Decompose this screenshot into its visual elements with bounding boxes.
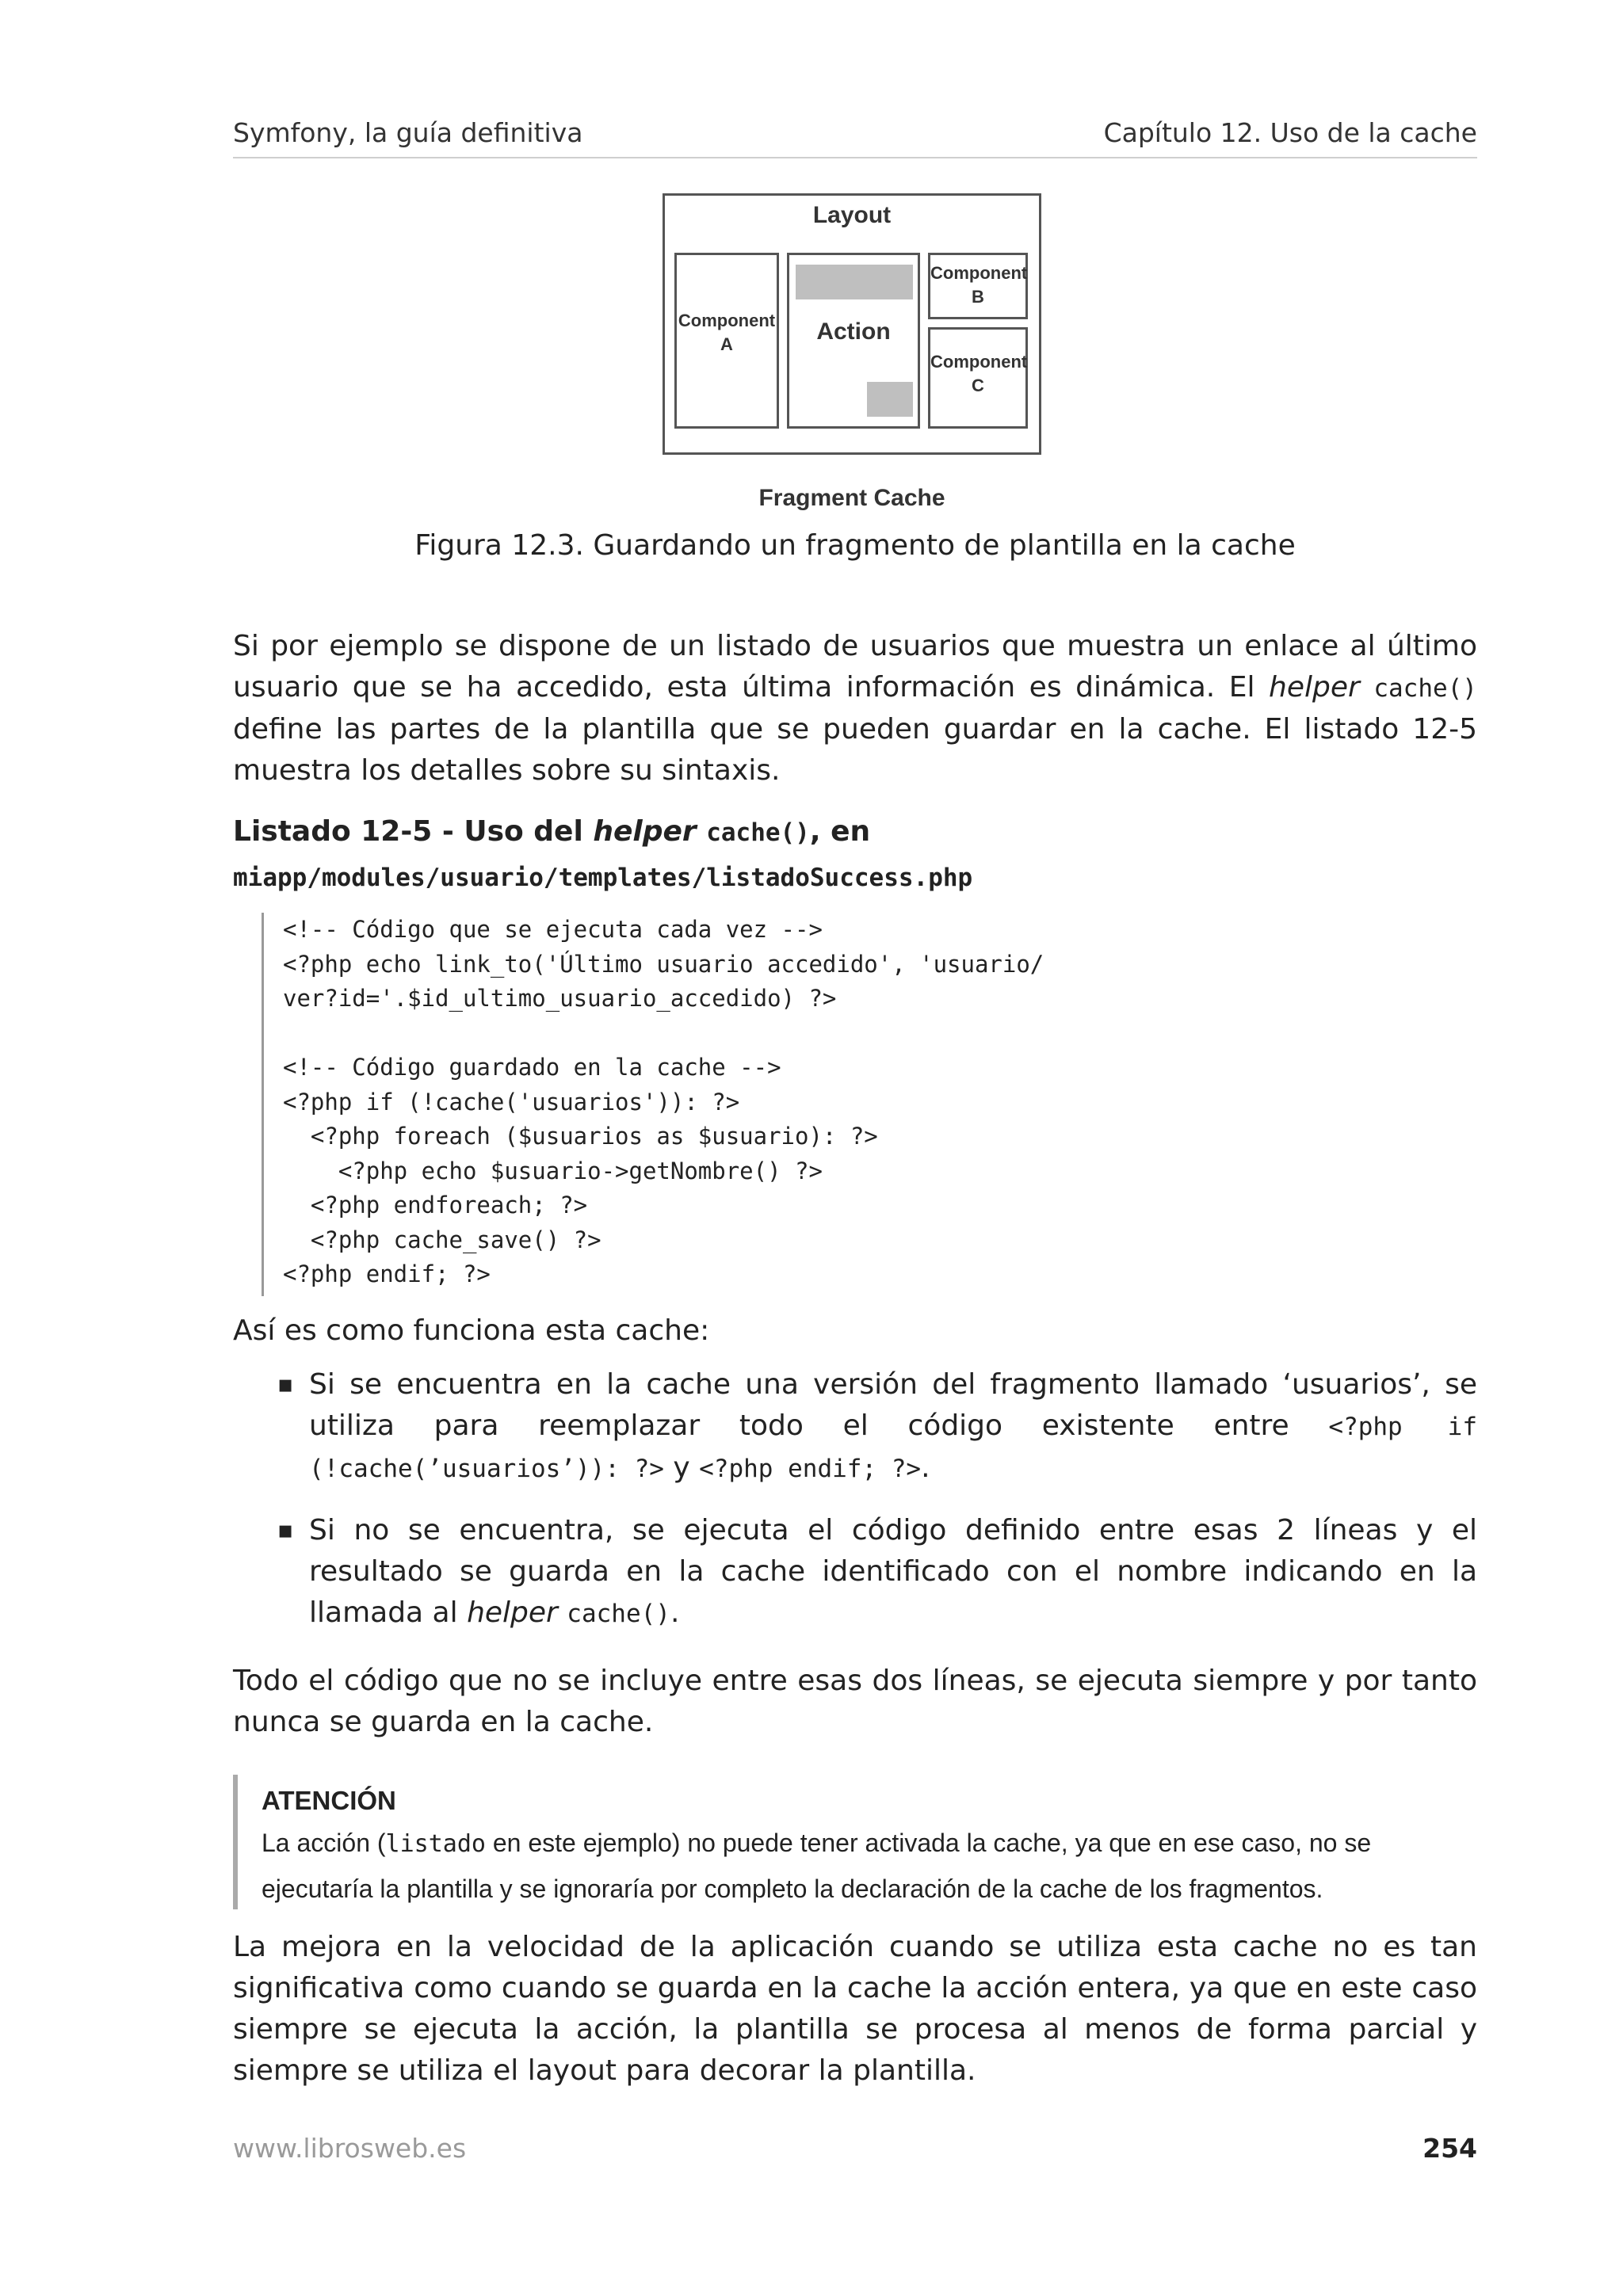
- action-box: [787, 253, 920, 429]
- component-c-box: [928, 327, 1028, 429]
- code-line: <?php if (!cache('usuarios')): ?>: [283, 1088, 740, 1116]
- cached-fragment-top: [796, 265, 913, 299]
- action-label: Action: [816, 318, 891, 345]
- code-line: [283, 1016, 1477, 1051]
- footer-site: www.librosweb.es: [233, 2133, 467, 2164]
- fragment-cache-label: Fragment Cache: [758, 485, 945, 511]
- book-title: Symfony, la guía definitiva: [233, 117, 583, 148]
- listing-mid: , en: [809, 815, 871, 848]
- code-line: <?php foreach ($usuarios as $usuario): ?>: [283, 1123, 878, 1150]
- component-c-letter: C: [972, 376, 984, 395]
- note-title: ATENCIÓN: [262, 1786, 396, 1815]
- intro-text-2: define las partes de la plantilla que se pueden guardar en la cache. El listado 12-5 muestra los detalles sobre su sintaxis.: [233, 713, 1477, 787]
- intro-helper: helper: [1269, 671, 1360, 704]
- how-it-works-heading: Así es como funciona esta cache:: [233, 1314, 710, 1347]
- component-b-letter: B: [972, 287, 984, 307]
- code-line: <!-- Código que se ejecuta cada vez -->: [283, 916, 823, 943]
- note-text-1: La acción (: [262, 1829, 386, 1857]
- chapter-title: Capítulo 12. Uso de la cache: [1103, 117, 1477, 148]
- bullet-list: [277, 1364, 1477, 1655]
- cached-fragment-bottom: [867, 382, 913, 417]
- bullet-2-code: cache(): [567, 1600, 670, 1628]
- component-a-box: [674, 253, 779, 429]
- intro-paragraph: [233, 626, 1477, 791]
- bullet-1-text-1: Si se encuentra en la cache una versión del fragmento llamado ‘usuarios’, se utiliza para reemplazar todo el código existente entre: [309, 1368, 1477, 1442]
- list-item: [277, 1364, 1477, 1489]
- layout-label: Layout: [812, 202, 892, 228]
- code-line: <?php cache_save() ?>: [283, 1226, 601, 1253]
- page-header: [233, 117, 1477, 158]
- bullet-2-text-1: Si no se encuentra, se ejecuta el código definido entre esas 2 líneas y el resultado se guarda en la cache identificado con el nombre indicando en la llamada al: [309, 1514, 1477, 1629]
- attention-note: [233, 1775, 1477, 1909]
- code-line: <?php echo link_to('Último usuario accedido', 'usuario/: [283, 950, 1044, 978]
- code-block: [262, 913, 1477, 1296]
- code-line: <?php echo $usuario->getNombre() ?>: [283, 1157, 823, 1184]
- bullet-1-text-3: .: [921, 1451, 930, 1484]
- list-item: [277, 1510, 1477, 1634]
- bullet-icon: ▪: [277, 1371, 294, 1398]
- bullet-2-helper: helper: [467, 1596, 558, 1629]
- paragraph-3: La mejora en la velocidad de la aplicación cuando se utiliza esta cache no es tan significativa como cuando se guarda en la cache la acción entera, ya que en este caso siempre se ejecuta la acción, la plantilla se procesa al menos de forma parcial y siempre se utiliza el layout para decorar la plantilla.: [233, 1931, 1477, 2087]
- listing-prefix: Listado 12-5 - Uso del: [233, 815, 594, 848]
- bullet-1-text-2: y: [663, 1451, 700, 1484]
- paragraph-2: Todo el código que no se incluye entre esas dos líneas, se ejecuta siempre y por tanto nunca se guarda en la cache.: [233, 1665, 1477, 1738]
- component-a-letter: A: [720, 334, 733, 354]
- bullet-2-text-2: .: [670, 1596, 680, 1629]
- code-line: ver?id='.$id_ultimo_usuario_accedido) ?>: [283, 985, 837, 1012]
- component-a-label: Component: [678, 311, 776, 330]
- component-b-box: [928, 253, 1028, 319]
- code-line: <?php endif; ?>: [283, 1261, 491, 1287]
- component-b-label: Component: [930, 263, 1028, 283]
- code-line: <?php endforeach; ?>: [283, 1192, 588, 1219]
- note-body: [262, 1821, 1477, 1911]
- page-number: 254: [1423, 2133, 1477, 2164]
- bullet-1-code-2: <?php endif; ?>: [699, 1455, 922, 1483]
- component-c-label: Component: [930, 352, 1028, 372]
- figure-caption: Figura 12.3. Guardando un fragmento de plantilla en la cache: [414, 529, 1296, 562]
- listing-path: miapp/modules/usuario/templates/listadoSuccess.php: [233, 864, 973, 892]
- note-code: listado: [385, 1830, 486, 1858]
- intro-code: cache(): [1373, 674, 1477, 703]
- code-line: <!-- Código guardado en la cache -->: [283, 1054, 781, 1081]
- intro-text-1: Si por ejemplo se dispone de un listado de usuarios que muestra un enlace al último usuario que se ha accedido, esta última información es dinámica. El: [233, 630, 1477, 704]
- bullet-1-code-1: <?php if (!cache(’usuarios’)): ?>: [309, 1413, 1477, 1483]
- note-text-2: en este ejemplo) no puede tener activada la cache, ya que en ese caso, no se ejecutaría la plantilla y se ignoraría por completo la declaración de la cache de los fragmentos.: [262, 1829, 1372, 1903]
- layout-diagram: [663, 193, 1041, 455]
- listing-helper: helper: [593, 815, 697, 848]
- bullet-icon: ▪: [277, 1516, 294, 1544]
- listing-code: cache(): [706, 818, 810, 847]
- listing-title: [233, 810, 1477, 900]
